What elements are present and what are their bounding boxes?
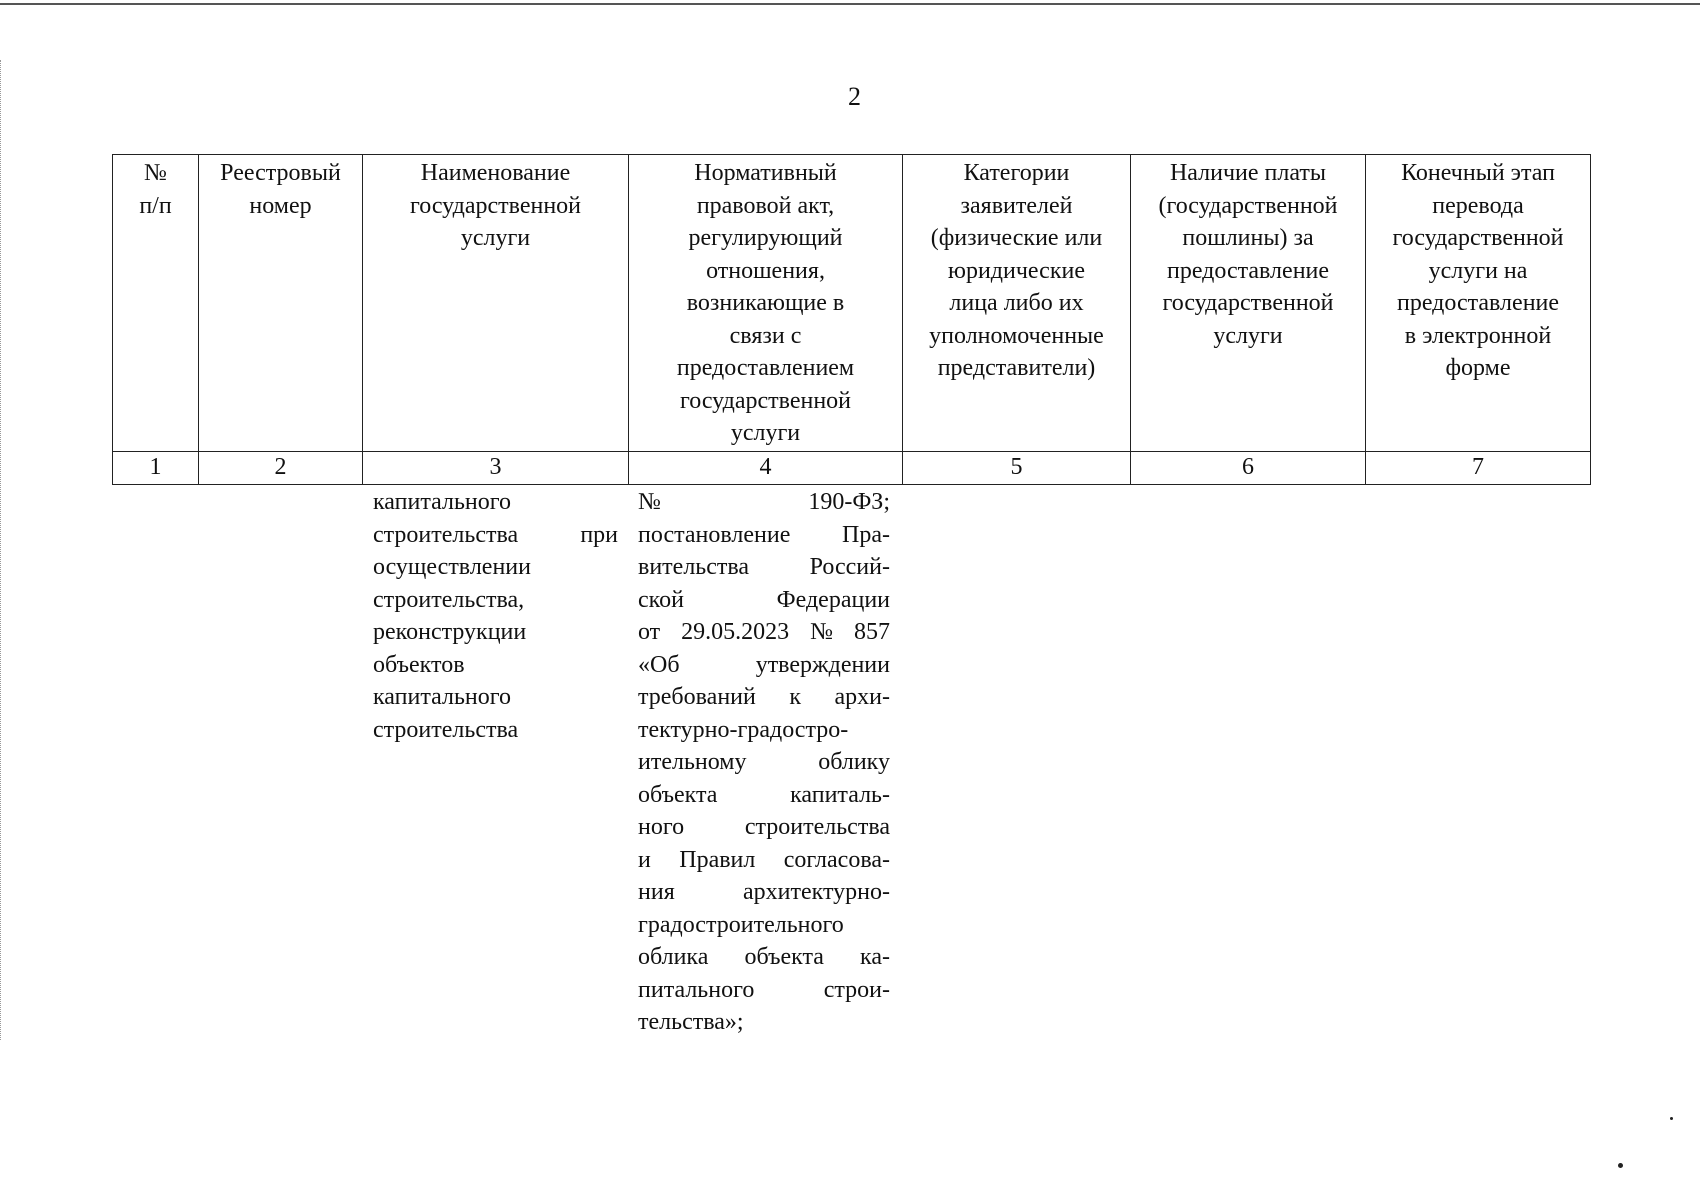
text-line — [638, 519, 890, 552]
text-line-part: требований — [638, 684, 756, 710]
text-line-part: ного — [638, 814, 685, 840]
page-number: 2 — [848, 82, 861, 111]
text-line — [638, 974, 890, 1007]
text-line — [638, 811, 890, 844]
scan-speck — [1670, 1117, 1673, 1120]
text-line-part: утверждении — [755, 651, 890, 678]
text-line — [638, 844, 890, 877]
text-line: градостроительного — [638, 911, 844, 938]
column-number-cell: 3 — [363, 452, 629, 485]
text-line: тектурно-градостро- — [638, 716, 849, 743]
text-line-part: постановление — [638, 521, 791, 548]
header-cell-legal-act: Нормативный правовой акт, регулирующий отношения, возникающие в связи с предоставлением государственной услуги — [629, 155, 903, 452]
text-line-part: ительному — [638, 749, 747, 775]
text-line: капитального — [373, 489, 511, 515]
header-cell-number: № п/п — [113, 155, 199, 452]
text-line-part: объекта — [638, 781, 718, 808]
text-line-part: ка- — [860, 944, 890, 970]
text-line — [638, 551, 890, 584]
text-line: капитального — [373, 684, 511, 710]
services-table — [112, 154, 1591, 485]
text-line — [638, 779, 890, 812]
text-line — [638, 584, 890, 617]
text-line-part: 190-ФЗ; — [808, 489, 890, 515]
text-line — [638, 649, 890, 682]
text-line: реконструкции — [373, 619, 527, 645]
text-line-part: облику — [818, 749, 890, 775]
text-line-part: строительства — [744, 814, 890, 840]
text-line-part: «Об — [638, 651, 680, 678]
column-number-cell: 4 — [629, 452, 903, 485]
text-line-part: № — [810, 619, 834, 645]
text-line — [638, 746, 890, 779]
text-line — [638, 616, 890, 649]
header-cell-final-stage: Конечный этап перевода государственной услуги на предоставление в электронной форме — [1366, 155, 1591, 452]
column-number-cell: 2 — [199, 452, 363, 485]
text-line — [638, 486, 890, 519]
text-line-part: Пра- — [842, 521, 890, 548]
header-cell-applicant-categories: Категории заявителей (физические или юридические лица либо их уполномоченные представители) — [903, 155, 1131, 452]
text-line — [638, 941, 890, 974]
text-line-part: согласова- — [783, 846, 890, 873]
column-number-cell: 1 — [113, 452, 199, 485]
text-line-part: строительства — [373, 521, 519, 548]
scan-left-edge — [0, 60, 5, 1040]
column-number-cell: 7 — [1366, 452, 1591, 485]
text-line-part: и — [638, 846, 651, 873]
text-line-part: вительства — [638, 554, 750, 580]
text-line-part: Россий- — [809, 554, 890, 580]
text-line-part: облика — [638, 944, 709, 970]
text-line-part: Правил — [679, 846, 756, 873]
text-line-part: архи- — [834, 684, 890, 710]
header-row — [113, 155, 1591, 452]
header-cell-registry-number: Реестровый номер — [199, 155, 363, 452]
text-line-part: архитектурно- — [743, 879, 890, 905]
text-line — [638, 681, 890, 714]
column-number-cell: 6 — [1131, 452, 1366, 485]
text-line: строительства, — [373, 586, 525, 613]
legal-act-continuation — [638, 486, 890, 1039]
text-line-part: № — [638, 489, 661, 515]
text-line-part: капиталь- — [790, 781, 890, 808]
header-cell-service-name: Наименование государственной услуги — [363, 155, 629, 452]
header-cell-fee: Наличие платы (государственной пошлины) за предоставление государственной услуги — [1131, 155, 1366, 452]
text-line-part: 29.05.2023 — [681, 619, 790, 645]
column-number-cell: 5 — [903, 452, 1131, 485]
text-line-part: питального — [638, 976, 755, 1003]
text-line: тельства»; — [638, 1009, 744, 1035]
text-line — [638, 876, 890, 909]
text-line: объектов — [373, 651, 465, 678]
text-line-part: от — [638, 619, 661, 645]
text-line-part: 857 — [853, 619, 890, 645]
text-line-part: при — [580, 521, 618, 548]
text-line: осуществлении — [373, 554, 531, 580]
text-line-part: строи- — [823, 976, 890, 1003]
text-line-part: объекта — [744, 944, 824, 970]
text-line-part: Федерации — [776, 586, 890, 613]
text-line-part: к — [789, 684, 801, 710]
page-top-edge — [0, 3, 1700, 5]
text-line-part: ской — [638, 586, 684, 613]
service-name-continuation — [373, 486, 618, 746]
text-line — [373, 519, 618, 552]
text-line: строительства — [373, 716, 519, 743]
scan-speck — [1618, 1163, 1623, 1168]
column-number-row — [113, 452, 1591, 485]
text-line-part: ния — [638, 879, 675, 905]
